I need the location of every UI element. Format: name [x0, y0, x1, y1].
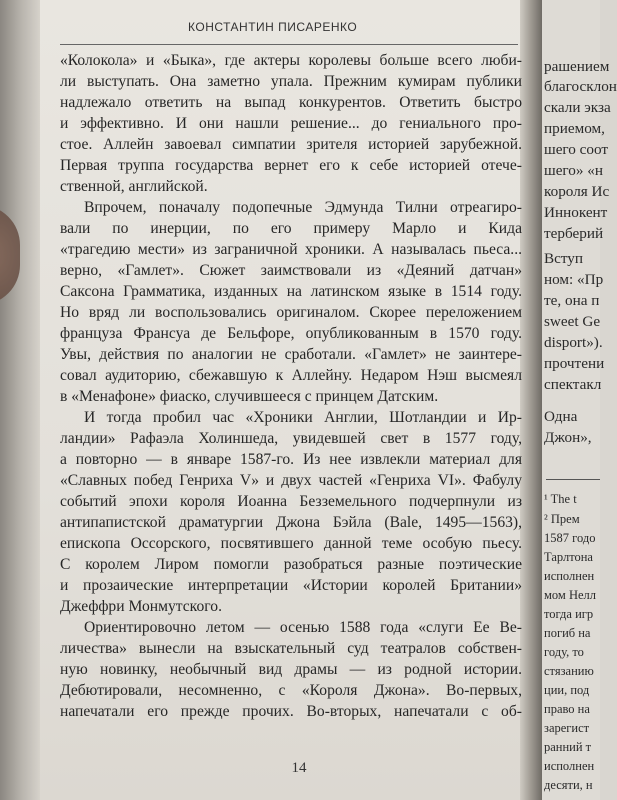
- text-line: вали по инерции, по его примеру Марло и Кида: [60, 220, 522, 237]
- facing-footnote-line: десяти, н: [544, 778, 593, 792]
- text-line: Увы, действия по аналогии не сработали. «Гамлет» не заинтере-: [60, 346, 522, 363]
- facing-footnote-line: ² Прем: [544, 512, 580, 526]
- text-line: совал аудиторию, сбежавшую к Аллейну. Недаром Нэш высмеял: [60, 367, 522, 384]
- facing-footnote-line: ранний т: [544, 740, 592, 754]
- facing-text-line: рашением: [544, 58, 610, 75]
- facing-footnote-line: мом Нелл: [544, 588, 597, 602]
- facing-footnote-line: Тарлтона: [544, 550, 593, 564]
- text-line: ли выступать. Она заметно упала. Прежним кумирам публики: [60, 73, 522, 90]
- text-line: ственной, английской.: [60, 178, 208, 195]
- facing-footnote-line: исполнен: [544, 569, 595, 583]
- text-line: Саксона Грамматика, изданных на латинском языке в 1514 году.: [60, 283, 522, 300]
- text-line: С королем Лиром помогли разобраться разные поэтические: [60, 556, 522, 573]
- text-line: епископа Оссорского, посвятившего данной теме особую пьесу.: [60, 535, 522, 552]
- text-line: личества» вынесли на взыскательный суд театралов собствен-: [60, 640, 522, 657]
- text-line: напечатали его прежде прочих. Во-вторых, напечатали с об-: [60, 703, 522, 720]
- text-line: антипапистской драматургии Джона Бэйла (Bale, 1495—1563),: [60, 514, 522, 531]
- facing-footnote-line: ¹ The t: [544, 492, 577, 506]
- facing-text-line: прочтени: [544, 355, 605, 372]
- facing-footnote-line: ции, под: [544, 683, 590, 697]
- facing-text-line: те, она п: [544, 292, 600, 309]
- text-line: Ориентировочно летом — осенью 1588 года «слуги Ее Ве-: [84, 619, 522, 636]
- text-line: «Колокола» и «Быка», где актеры королевы больше всего люби-: [60, 52, 522, 69]
- facing-text-line: приемом,: [544, 120, 605, 137]
- text-line: Но вряд ли воспользовались оригиналом. Скорее переложением: [60, 304, 522, 321]
- facing-footnote-line: погиб на: [544, 626, 591, 640]
- facing-footnote-line: стязанию: [544, 664, 594, 678]
- facing-footnote-line: исполнен: [544, 759, 595, 773]
- facing-text-line: скали экза: [544, 99, 611, 116]
- main-text-block: [60, 50, 522, 722]
- facing-text-line: короля Ис: [544, 183, 610, 200]
- text-line: «трагедию мести» из заграничной хроники. А называлась пьеса...: [60, 241, 522, 258]
- facing-text-line: ном: «Пр: [544, 271, 604, 288]
- facing-footnote-line: тогда игр: [544, 607, 594, 621]
- text-line: и эффективно. И они нашли решение... до гениального про-: [60, 115, 522, 132]
- facing-text-line: шего» «н: [544, 162, 603, 179]
- text-line: ную новинку, необычный вид драмы — из родной истории.: [60, 661, 522, 678]
- page-number: 14: [291, 760, 307, 776]
- facing-text-line: sweet Ge: [544, 313, 601, 330]
- footnote-rule: [546, 479, 600, 480]
- facing-text-line: Одна: [544, 408, 578, 425]
- text-line: верно, «Гамлет». Сюжет заимствовали из «Деяний датчан»: [60, 262, 522, 279]
- facing-footnote-line: году, то: [544, 645, 584, 659]
- text-line: «Славных побед Генриха V» и двух частей «Генриха VI». Фабулу: [60, 472, 522, 489]
- text-line: стое. Аллейн завоевал симпатии зрителя историей зарубежной.: [60, 136, 522, 153]
- text-line: француза Франсуа де Бельфоре, опубликованным в 1570 году.: [60, 325, 522, 342]
- facing-footnote-line: 1587 годо: [544, 531, 596, 545]
- facing-text-line: Джон»,: [544, 429, 592, 446]
- facing-footnote-line: зарегист: [544, 721, 590, 735]
- facing-text-line: Вступ: [544, 250, 584, 267]
- text-line: надлежало ответить на выпад конкурентов. Ответить быстро: [60, 94, 522, 111]
- text-line: Первая труппа государства вернет его к себе историей отече-: [60, 157, 522, 174]
- left-shadow: [0, 0, 40, 800]
- book-gutter: [520, 0, 542, 800]
- facing-footnote-line: право на: [544, 702, 590, 716]
- text-line: событий эпохи короля Иоанна Безземельного подчерпнули из: [60, 493, 522, 510]
- facing-text-line: терберий: [544, 225, 604, 242]
- facing-text-line: шего соот: [544, 141, 609, 158]
- running-title: КОНСТАНТИН ПИСАРЕНКО: [188, 20, 358, 34]
- text-line: Впрочем, поначалу подопечные Эдмунда Тилни отреагиро-: [84, 199, 522, 216]
- text-line: Дебютировали, несомненно, с «Короля Джона». Во-первых,: [60, 682, 522, 699]
- text-line: и прозаические интерпретации «Истории королей Британии»: [60, 577, 522, 594]
- facing-text-line: disport»).: [544, 334, 603, 351]
- facing-text-line: Иннокент: [544, 204, 608, 221]
- text-line: а повторно — в январе 1587-го. Из нее извлекли материал для: [60, 451, 522, 468]
- text-line: ландии» Рафаэла Холиншеда, увидевшей свет в 1577 году,: [60, 430, 522, 447]
- text-line: Джеффри Монмутского.: [60, 598, 222, 615]
- header-rule: [60, 44, 518, 45]
- facing-text-line: благосклон: [544, 78, 617, 95]
- text-line: И тогда пробил час «Хроники Англии, Шотландии и Ир-: [84, 409, 522, 426]
- text-line: в «Менафоне» фиаско, случившееся с принцем Датским.: [60, 388, 439, 405]
- facing-text-line: спектакл: [544, 376, 602, 393]
